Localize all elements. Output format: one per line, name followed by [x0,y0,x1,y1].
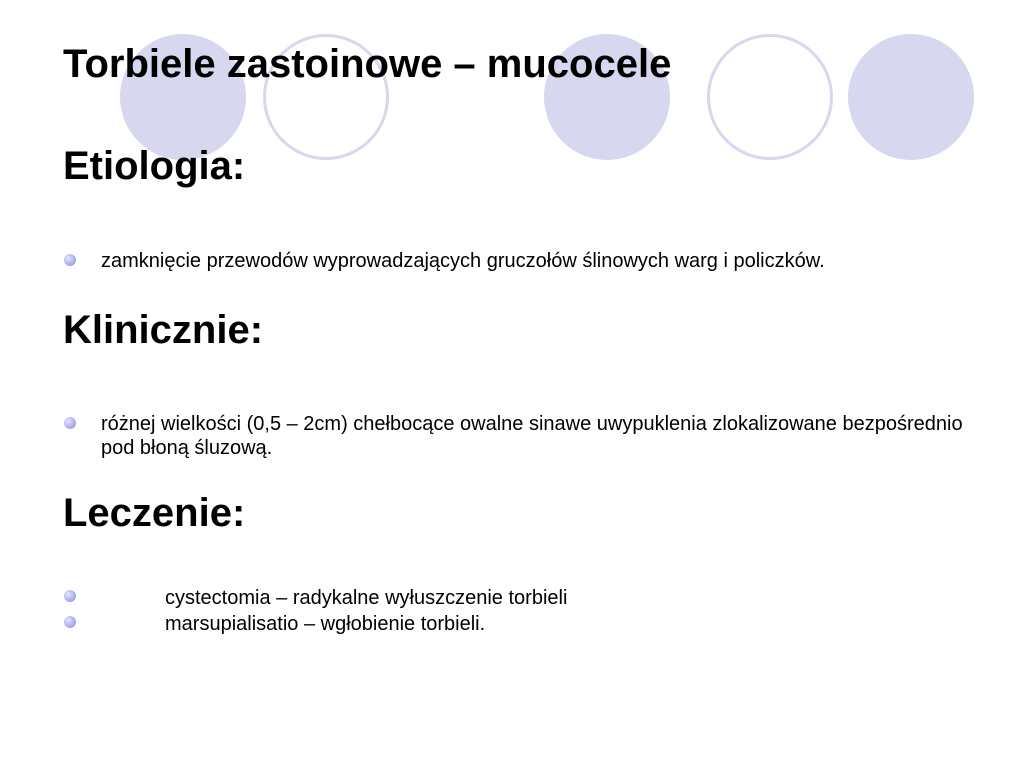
etiologia-list [64,249,964,273]
heading-klinicznie: Klinicznie: [63,308,264,352]
bullet-icon [64,590,76,602]
heading-leczenie: Leczenie: [63,491,246,535]
list-item [64,249,964,273]
list-item [64,611,964,637]
decorative-circle-filled [848,34,974,160]
slide-title: Torbiele zastoinowe – mucocele [63,42,672,86]
bullet-icon [64,616,76,628]
leczenie-list [64,585,964,637]
list-item [64,412,964,460]
bullet-text: różnej wielkości (0,5 – 2cm) chełbocące owalne sinawe uwypuklenia zlokalizowane bezpośrednio pod błoną śluzową. [101,413,963,459]
decorative-circle-outline [707,34,833,160]
heading-etiologia: Etiologia: [63,144,246,188]
bullet-icon [64,254,76,266]
bullet-text: marsupialisatio – wgłobienie torbieli. [165,613,486,635]
klinicznie-list [64,412,964,460]
list-item [64,585,964,611]
bullet-text: cystectomia – radykalne wyłuszczenie torbieli [165,587,568,609]
bullet-icon [64,417,76,429]
bullet-text: zamknięcie przewodów wyprowadzających gruczołów ślinowych warg i policzków. [101,250,825,272]
